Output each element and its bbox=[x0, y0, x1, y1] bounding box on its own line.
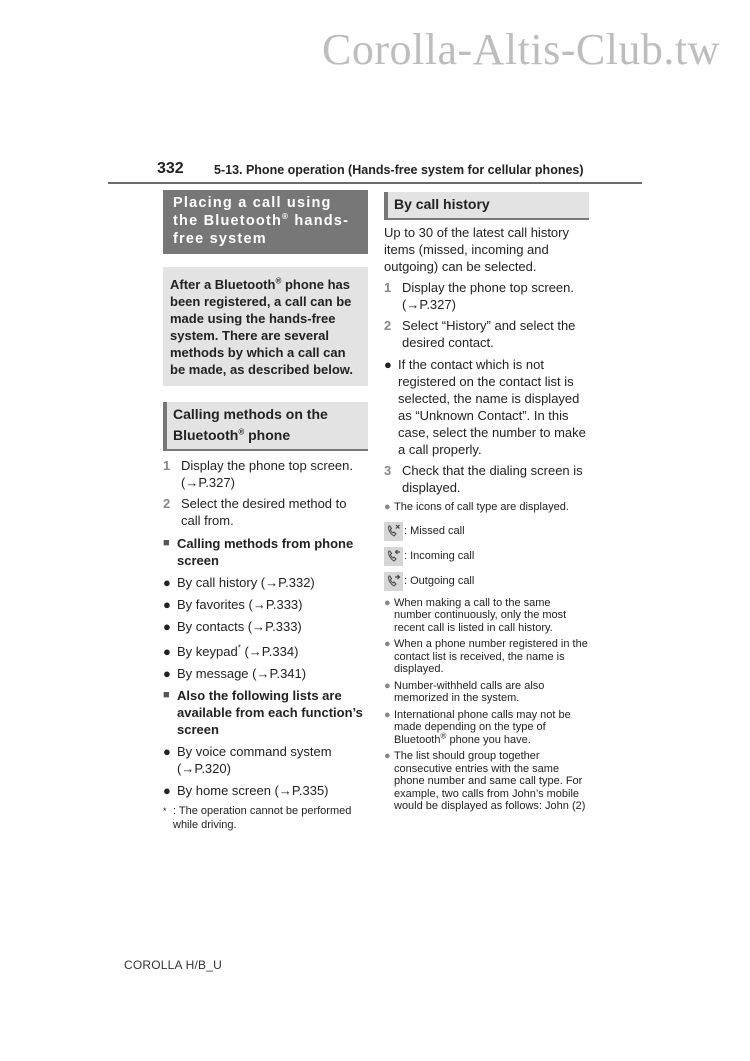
list-item bbox=[163, 596, 368, 613]
chapter-title: 5-13. Phone operation (Hands-free system for cellular phones) bbox=[214, 163, 584, 177]
subheading-text: Calling methods on the Bluetooth bbox=[173, 406, 328, 443]
list-item bbox=[163, 665, 368, 682]
icon-legend-text: : Incoming call bbox=[404, 550, 475, 562]
list-item bbox=[163, 574, 368, 591]
intro-text-end: phone has been registered, a call can be made using the hands-free system. There are several methods by which a call can be made, as described below. bbox=[170, 277, 354, 377]
bullet-icon: ● bbox=[384, 357, 392, 372]
bullet-icon: ● bbox=[163, 666, 171, 681]
step-text: Check that the dialing screen is displayed. bbox=[402, 463, 583, 495]
footnote-text: : The operation cannot be performed while driving. bbox=[173, 805, 352, 831]
step-number: 2 bbox=[163, 496, 171, 511]
list-item bbox=[163, 643, 368, 660]
square-bullet-icon: ■ bbox=[163, 689, 170, 701]
square-bullet-icon: ■ bbox=[163, 537, 170, 549]
registered-mark: ® bbox=[282, 212, 290, 222]
icon-legend-text: : Missed call bbox=[404, 525, 465, 537]
step-item bbox=[384, 279, 589, 313]
icon-legend-row bbox=[384, 572, 589, 591]
note-text: When a phone number registered in the contact list is received, the name is displayed. bbox=[394, 638, 588, 675]
footer-model-code: COROLLA H/B_U bbox=[124, 958, 222, 972]
note-text: International phone calls may not be made depending on the type of Bluetooth bbox=[394, 708, 571, 746]
note-item bbox=[384, 709, 589, 747]
list-item-text: By message (→P.341) bbox=[177, 666, 307, 681]
calling-methods-heading bbox=[163, 402, 368, 451]
step-item bbox=[384, 317, 589, 351]
step-number: 1 bbox=[163, 458, 171, 473]
note-item bbox=[384, 750, 589, 813]
icon-legend-row bbox=[384, 547, 589, 566]
bullet-icon: ● bbox=[163, 619, 171, 634]
icon-legend-row bbox=[384, 522, 589, 541]
call-history-heading: By call history bbox=[384, 192, 589, 220]
bullet-icon: ● bbox=[163, 783, 171, 798]
step-item bbox=[163, 495, 368, 529]
step-item bbox=[163, 457, 368, 491]
bullet-icon: ● bbox=[163, 744, 171, 759]
registered-mark: ® bbox=[275, 276, 282, 286]
list-item bbox=[384, 356, 589, 458]
list-item-text: By favorites (→P.333) bbox=[177, 597, 303, 612]
footnote bbox=[163, 804, 368, 832]
outgoing-call-icon bbox=[384, 572, 403, 591]
step-text: Select “History” and select the desired contact. bbox=[402, 318, 576, 350]
note-item bbox=[384, 680, 589, 705]
list-item-text: By contacts (→P.333) bbox=[177, 619, 302, 634]
note-bullet-icon: ● bbox=[384, 501, 391, 513]
step-item bbox=[384, 462, 589, 496]
list-item bbox=[163, 782, 368, 799]
page-number: 332 bbox=[157, 160, 184, 177]
step-text: Display the phone top screen. (→P.327) bbox=[181, 458, 353, 490]
bullet-icon: ● bbox=[163, 575, 171, 590]
list-item-text: By call history (→P.332) bbox=[177, 575, 315, 590]
missed-call-icon bbox=[384, 522, 403, 541]
group-heading bbox=[163, 687, 368, 738]
step-number: 2 bbox=[384, 318, 392, 333]
bullet-icon: ● bbox=[163, 644, 171, 659]
note-text: Number-withheld calls are also memorized in the system. bbox=[394, 679, 545, 704]
group-heading-text: Also the following lists are available from each function’s screen bbox=[177, 688, 363, 737]
step-number: 3 bbox=[384, 463, 392, 478]
note-text: When making a call to the same number continuously, only the most recent call is listed in call history. bbox=[394, 596, 567, 634]
note-bullet-icon: ● bbox=[384, 638, 391, 650]
note-bullet-icon: ● bbox=[384, 679, 391, 692]
header-rule bbox=[108, 182, 642, 184]
note-bullet-icon: ● bbox=[384, 750, 391, 762]
section-title-text: Placing a call using the Bluetooth bbox=[173, 195, 332, 229]
list-item bbox=[163, 618, 368, 635]
incoming-call-icon bbox=[384, 547, 403, 566]
list-item-text: If the contact which is not registered on the contact list is selected, the name is displayed as “Unknown Contact”. In this case, select the number to make a call properly. bbox=[398, 357, 586, 457]
note-text: The icons of call type are displayed. bbox=[394, 501, 569, 513]
group-heading bbox=[163, 535, 368, 569]
footnote-mark: * bbox=[163, 806, 167, 816]
list-item-text: By voice command system (→P.320) bbox=[177, 744, 332, 776]
right-column bbox=[384, 192, 589, 813]
intro-box bbox=[163, 267, 368, 386]
intro-text: After a Bluetooth bbox=[170, 277, 276, 292]
note-text: The list should group together consecutive entries with the same phone number and same call type. For example, two calls from John’s mobile would be displayed as follows: John (2) bbox=[394, 750, 586, 812]
note-bullet-icon: ● bbox=[384, 708, 391, 721]
note-bullet-icon: ● bbox=[384, 596, 391, 609]
registered-mark: ® bbox=[238, 427, 245, 437]
note-item bbox=[384, 638, 589, 676]
bullet-icon: ● bbox=[163, 597, 171, 612]
section-title-text-end: hands-free system bbox=[173, 213, 350, 247]
left-column bbox=[163, 190, 368, 832]
list-item bbox=[163, 743, 368, 777]
list-item-text: By home screen (→P.335) bbox=[177, 783, 329, 798]
note-item bbox=[384, 501, 589, 514]
group-heading-text: Calling methods from phone screen bbox=[177, 536, 354, 568]
step-text: Select the desired method to call from. bbox=[181, 496, 347, 528]
watermark: Corolla-Altis-Club.tw bbox=[322, 25, 720, 74]
registered-mark: ® bbox=[440, 730, 447, 740]
call-history-intro: Up to 30 of the latest call history items (missed, incoming and outgoing) can be selected. bbox=[384, 225, 569, 274]
note-text-end: phone you have. bbox=[446, 733, 531, 746]
footnote-mark: * bbox=[237, 643, 241, 653]
subheading-text-end: phone bbox=[244, 427, 291, 443]
list-item-text: By keypad bbox=[177, 644, 238, 659]
icon-legend-text: : Outgoing call bbox=[404, 575, 475, 587]
step-number: 1 bbox=[384, 280, 392, 295]
list-item-ref: (→P.334) bbox=[240, 644, 299, 659]
section-title bbox=[163, 190, 368, 254]
step-text: Display the phone top screen. (→P.327) bbox=[402, 280, 574, 312]
note-item bbox=[384, 597, 589, 635]
